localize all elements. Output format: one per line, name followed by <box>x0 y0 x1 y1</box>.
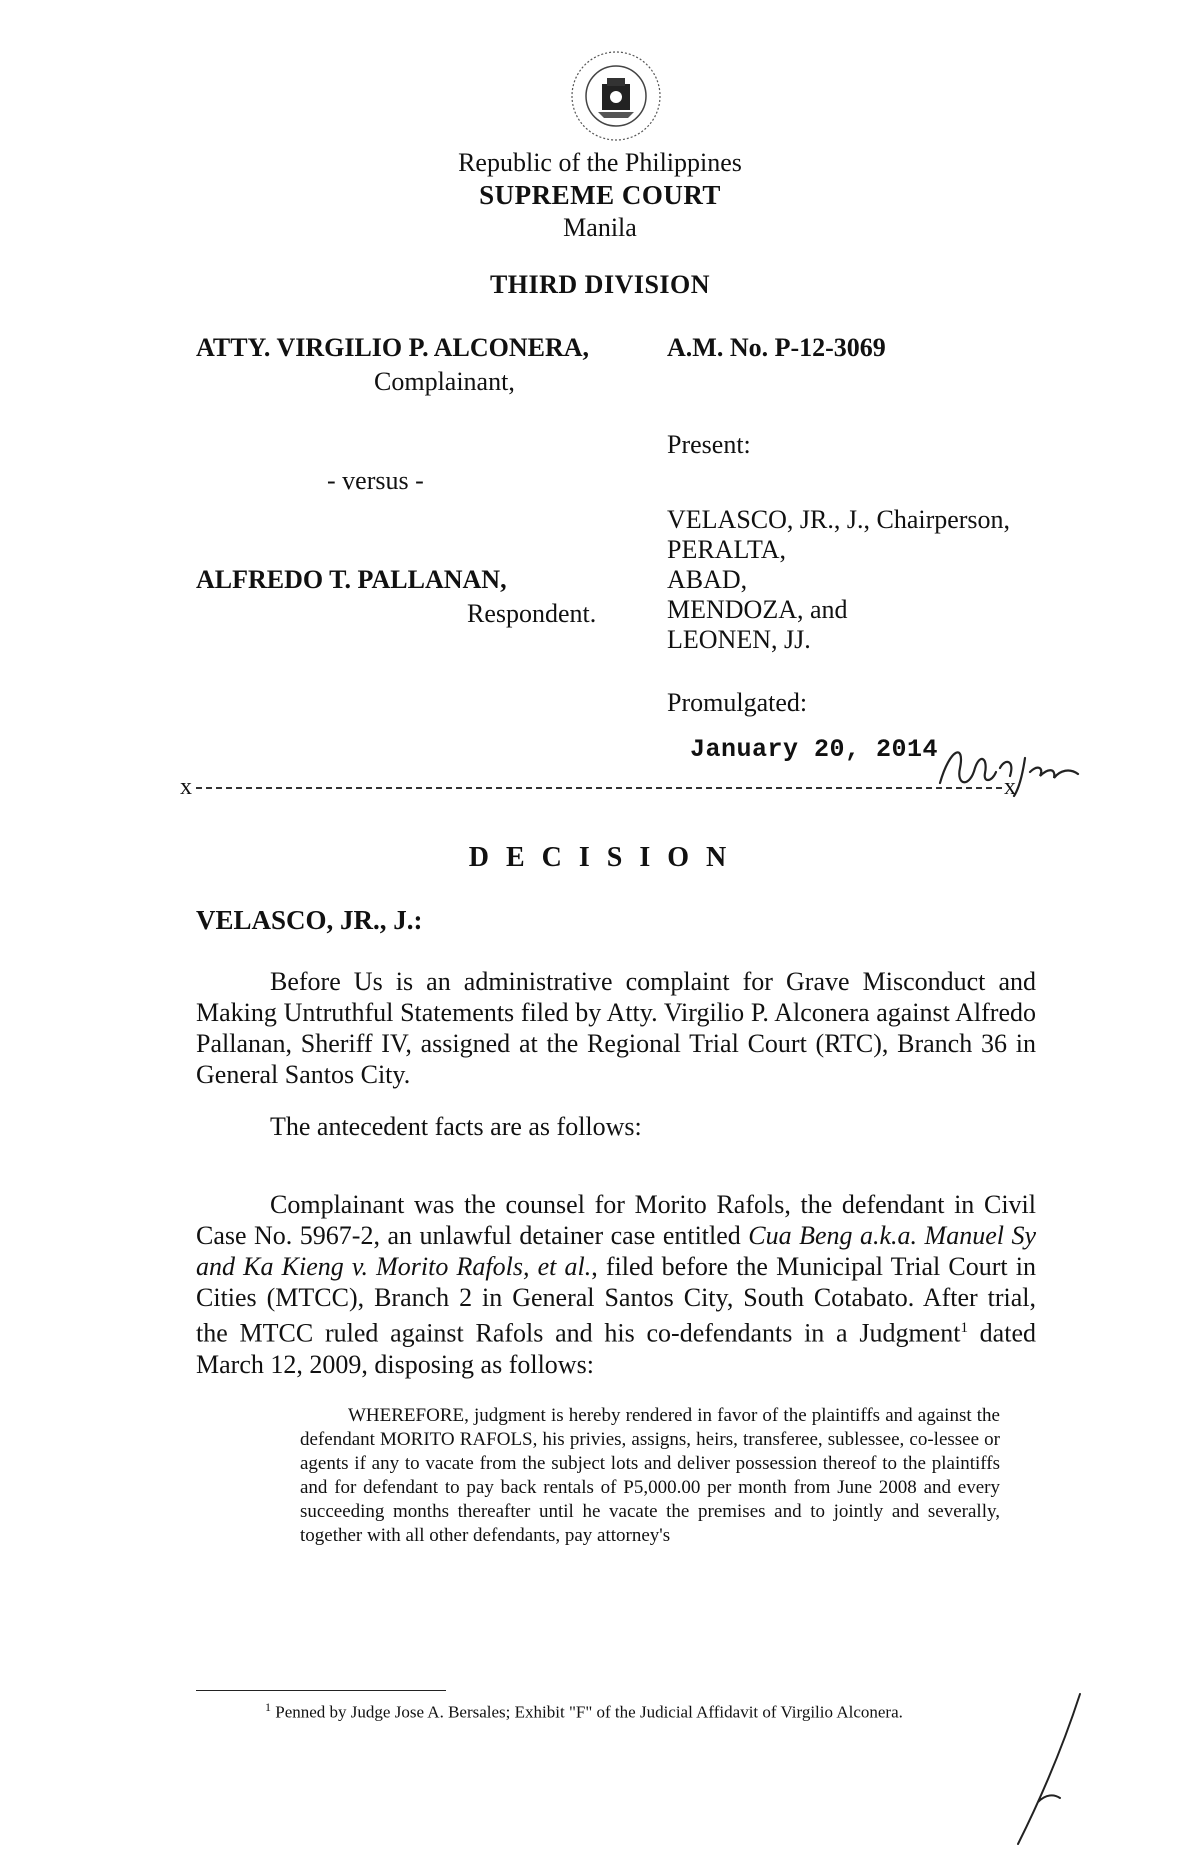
paragraph-2 <box>196 1111 1036 1142</box>
case-number: A.M. No. P-12-3069 <box>667 333 886 362</box>
respondent-role: Respondent. <box>467 599 597 628</box>
decision-title: D E C I S I O N <box>468 842 732 873</box>
paragraph-1-text: Before Us is an administrative complaint for Grave Misconduct and Making Untruthful Statements filed by Atty. Virgilio P. Alconera against Alfredo Pallanan, Sheriff IV, assigned at the Regional Trial Court (RTC), Branch 36 in General Santos City. <box>196 967 1036 1089</box>
justice-line: LEONEN, JJ. <box>667 625 811 654</box>
ponente: VELASCO, JR., J.: <box>196 905 423 935</box>
quoted-judgment <box>300 1404 1000 1548</box>
initial-mark <box>1010 1690 1090 1850</box>
paragraph-3-text-c: dated March 12, 2009, disposing as follows: <box>196 1318 1036 1379</box>
justices-list <box>667 505 1010 655</box>
case-title: Cua Beng a.k.a. Manuel Sy and Ka Kieng v. Morito Rafols, et al. <box>196 1221 1036 1281</box>
court-city: Manila <box>563 213 637 242</box>
court-name: SUPREME COURT <box>479 180 721 210</box>
respondent-name: ALFREDO T. PALLANAN, <box>196 565 507 594</box>
footnote-text: Penned by Judge Jose A. Bersales; Exhibit "F" of the Judicial Affidavit of Virgilio Alconera. <box>275 1702 903 1722</box>
footnote-number: 1 <box>265 1700 271 1714</box>
quoted-judgment-text: WHEREFORE, judgment is hereby rendered in favor of the plaintiffs and against the defendant MORITO RAFOLS, his privies, assigns, heirs, transferee, sublessee, co-lessee or agents if any to vacate from the subject lots and deliver possession thereof to the plaintiffs and for defendant to pay back rentals of P5,000.00 per month from June 2008 and every succeeding months thereafter until he vacate the premises and to jointly and severally, together with all other defendants, pay attorney's <box>300 1405 1000 1546</box>
footnote-rule <box>196 1690 446 1691</box>
justice-line: VELASCO, JR., J., Chairperson, <box>667 505 1011 534</box>
paragraph-2-text: The antecedent facts are as follows: <box>270 1112 642 1141</box>
division-name: THIRD DIVISION <box>489 270 711 299</box>
complainant-name: ATTY. VIRGILIO P. ALCONERA, <box>196 333 589 362</box>
paragraph-3 <box>196 1189 1036 1380</box>
paragraph-3-text-a: Complainant was the counsel for Morito Rafols, the defendant in Civil Case No. 5967-2, an unlawful detainer case entitled <box>196 1190 1036 1250</box>
justice-line: PERALTA, <box>667 535 787 564</box>
present-label: Present: <box>667 430 751 459</box>
separator-x-left: x <box>180 774 192 800</box>
caption-separator <box>196 787 1002 789</box>
promulgated-date: January 20, 2014 <box>690 735 939 764</box>
justice-line: MENDOZA, and <box>667 595 848 624</box>
republic-line: Republic of the Philippines <box>458 148 742 177</box>
promulgated-label: Promulgated: <box>667 688 808 717</box>
supreme-court-seal <box>568 48 664 144</box>
complainant-role: Complainant, <box>374 367 515 396</box>
footnote <box>265 1700 903 1723</box>
paragraph-1 <box>196 966 1036 1090</box>
versus-label: - versus - <box>327 466 424 495</box>
justice-line: ABAD, <box>667 565 748 594</box>
separator-x-right: x <box>1004 774 1016 800</box>
footnote-ref[interactable]: 1 <box>960 1320 968 1336</box>
paragraph-3-text-b: , filed before the Municipal Trial Court in Cities (MTCC), Branch 2 in General Santos City, South Cotabato. After trial, the MTCC ruled against Rafols and his co-defendants in a Judgment <box>196 1252 1037 1348</box>
